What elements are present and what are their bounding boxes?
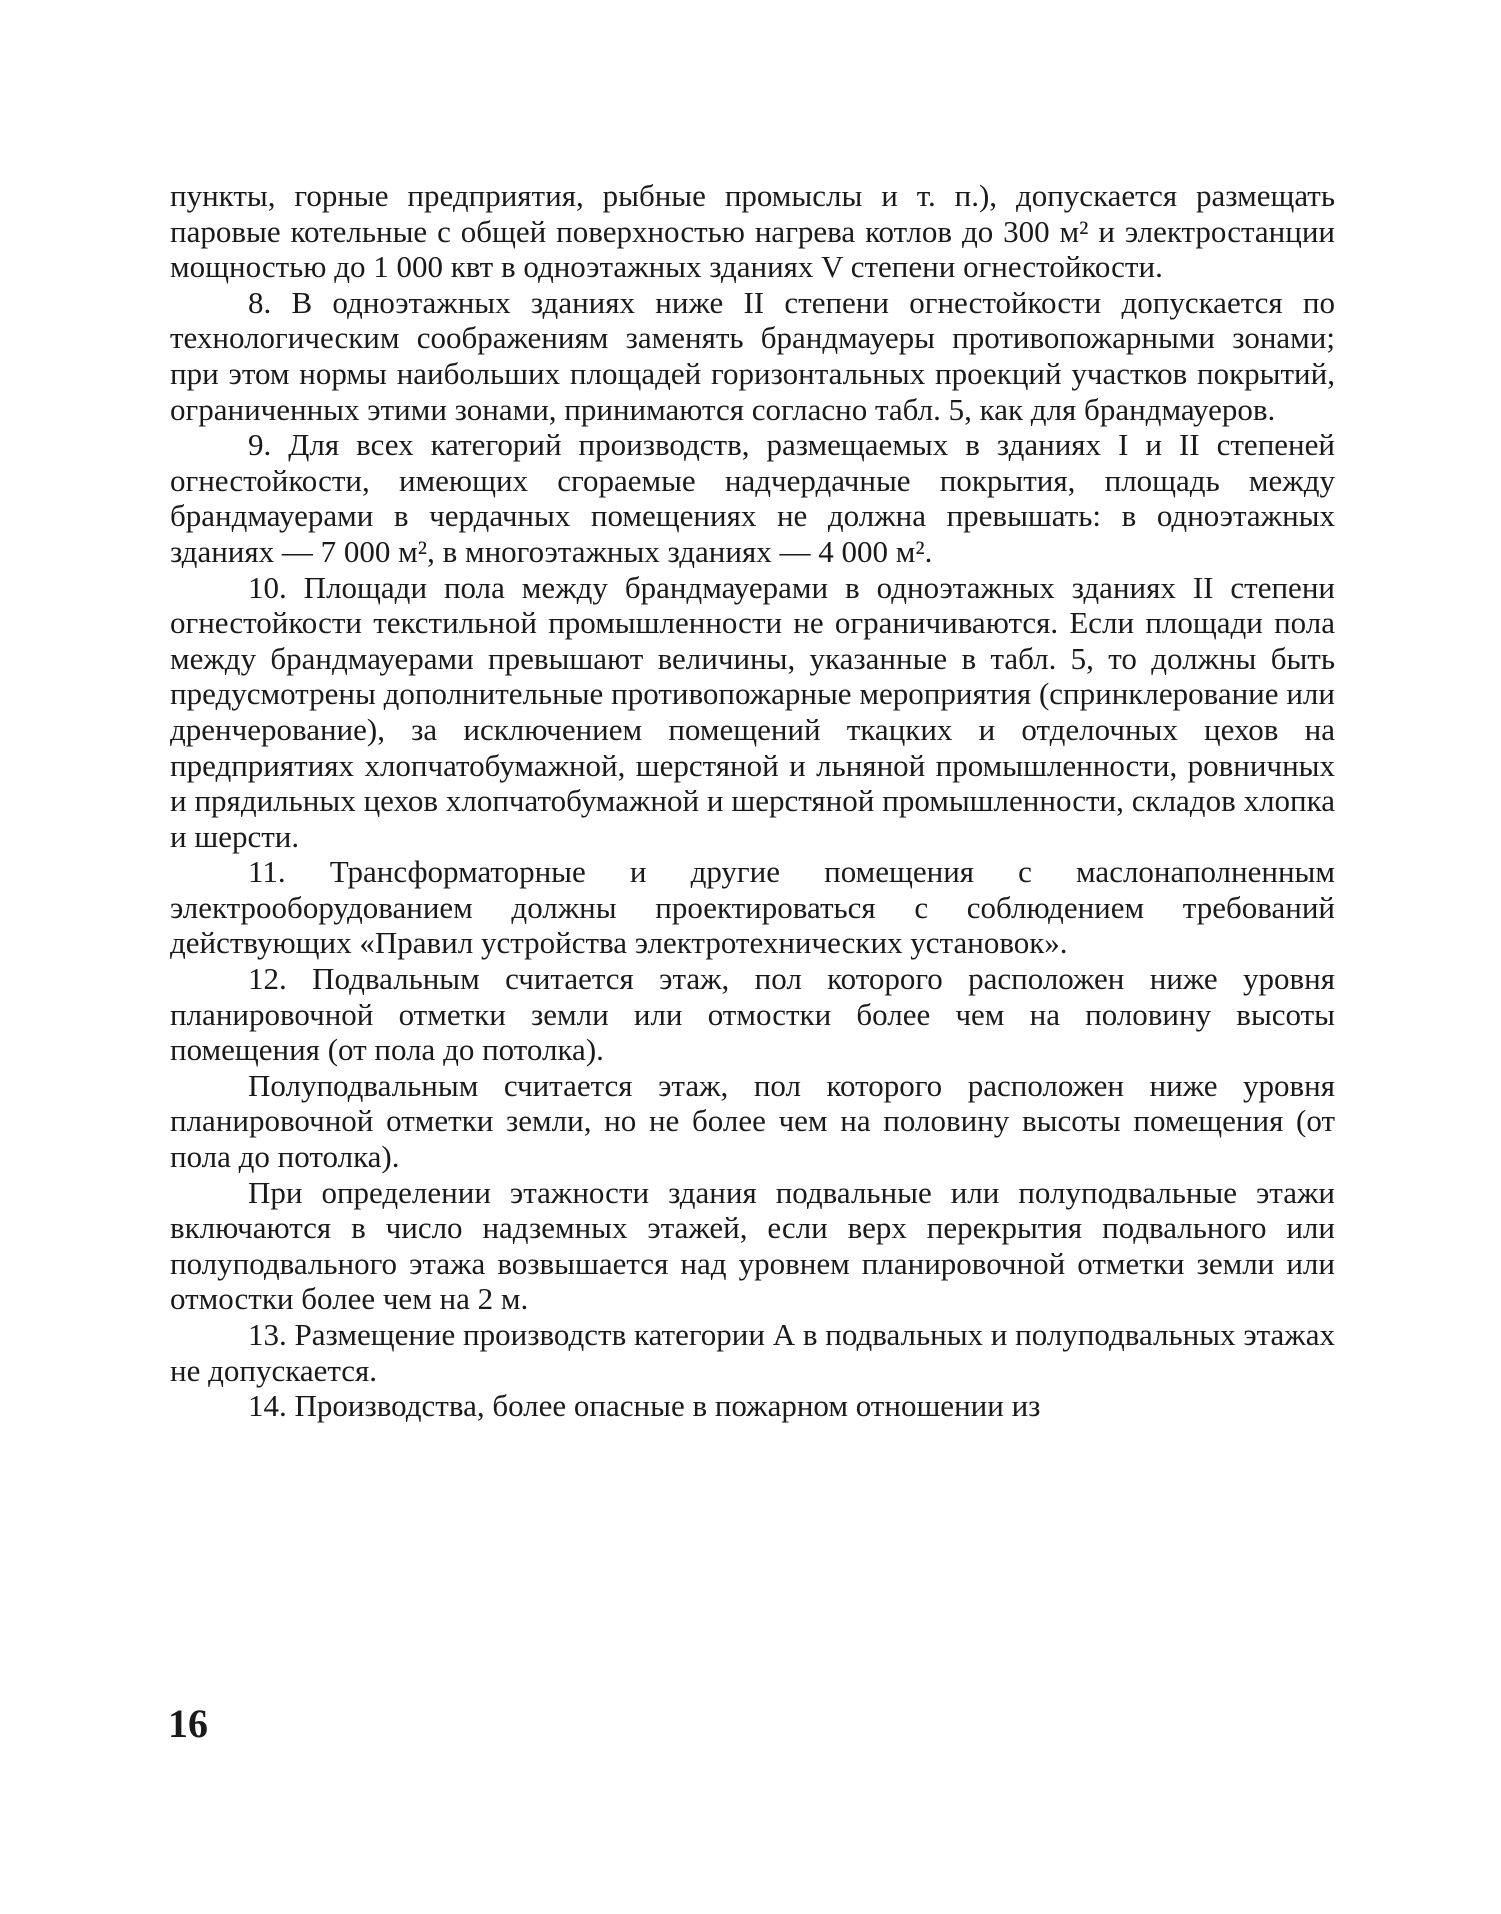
paragraph-floor-count: При определении этажности здания подвальные или полуподвальные этажи включаются в число надземных этажей, если верх перекрытия подвального или полуподвального этажа возвышается над уровнем планировочной отметки земли или отмостки более чем на 2 м. xyxy=(170,1174,1335,1317)
paragraph-item-9: 9. Для всех категорий производств, размещаемых в зданиях I и II степеней огнестойкости, имеющих сгораемые надчердачные покрытия, площадь между брандмауерами в чердачных помещениях не должна превышать: в одноэтажных зданиях — 7 000 м², в многоэтажных зданиях — 4 000 м². xyxy=(170,427,1335,569)
paragraph-item-13: 13. Размещение производств категории А в подвальных и полуподвальных этажах не допускается. xyxy=(170,1317,1335,1388)
paragraph-continuation: пункты, горные предприятия, рыбные промыслы и т. п.), допускается размещать паровые котельные с общей поверхностью нагрева котлов до 300 м² и электростанции мощностью до 1 000 квт в одноэтажных зданиях V степени огнестойкости. xyxy=(170,178,1335,285)
paragraph-item-12: 12. Подвальным считается этаж, пол которого расположен ниже уровня планировочной отметки земли или отмостки более чем на половину высоты помещения (от пола до потолка). xyxy=(170,961,1335,1068)
page-number: 16 xyxy=(168,1701,208,1746)
body-text xyxy=(170,178,1335,1424)
paragraph-item-14: 14. Производства, более опасные в пожарном отношении из xyxy=(248,1388,1041,1424)
paragraph-item-10: 10. Площади пола между брандмауерами в одноэтажных зданиях II степени огнестойкости текстильной промышленности не ограничиваются. Если площади пола между брандмауерами превышают величины, указанные в табл. 5, то должны быть предусмотрены дополнительные противопожарные мероприятия (спринклерование или дренчерование), за исключением помещений ткацких и отделочных цехов на предприятиях хлопчатобумажной, шерстяной и льняной промышленности, ровничных и прядильных цехов хлопчатобумажной и шерстяной промышленности, складов хлопка и шерсти. xyxy=(170,569,1335,854)
paragraph-item-11: 11. Трансформаторные и другие помещения с маслонаполненным электрооборудованием должны проектироваться с соблюдением требований действующих «Правил устройства электротехнических установок». xyxy=(170,854,1335,961)
paragraph-item-8: 8. В одноэтажных зданиях ниже II степени огнестойкости допускается по технологическим соображениям заменять брандмауеры противопожарными зонами; при этом нормы наибольших площадей горизонтальных проекций участков покрытий, ограниченных этими зонами, принимаются согласно табл. 5, как для брандмауеров. xyxy=(170,284,1335,427)
paragraph-semibasement: Полуподвальным считается этаж, пол которого расположен ниже уровня планировочной отметки земли, но не более чем на половину высоты помещения (от пола до потолка). xyxy=(170,1067,1335,1175)
